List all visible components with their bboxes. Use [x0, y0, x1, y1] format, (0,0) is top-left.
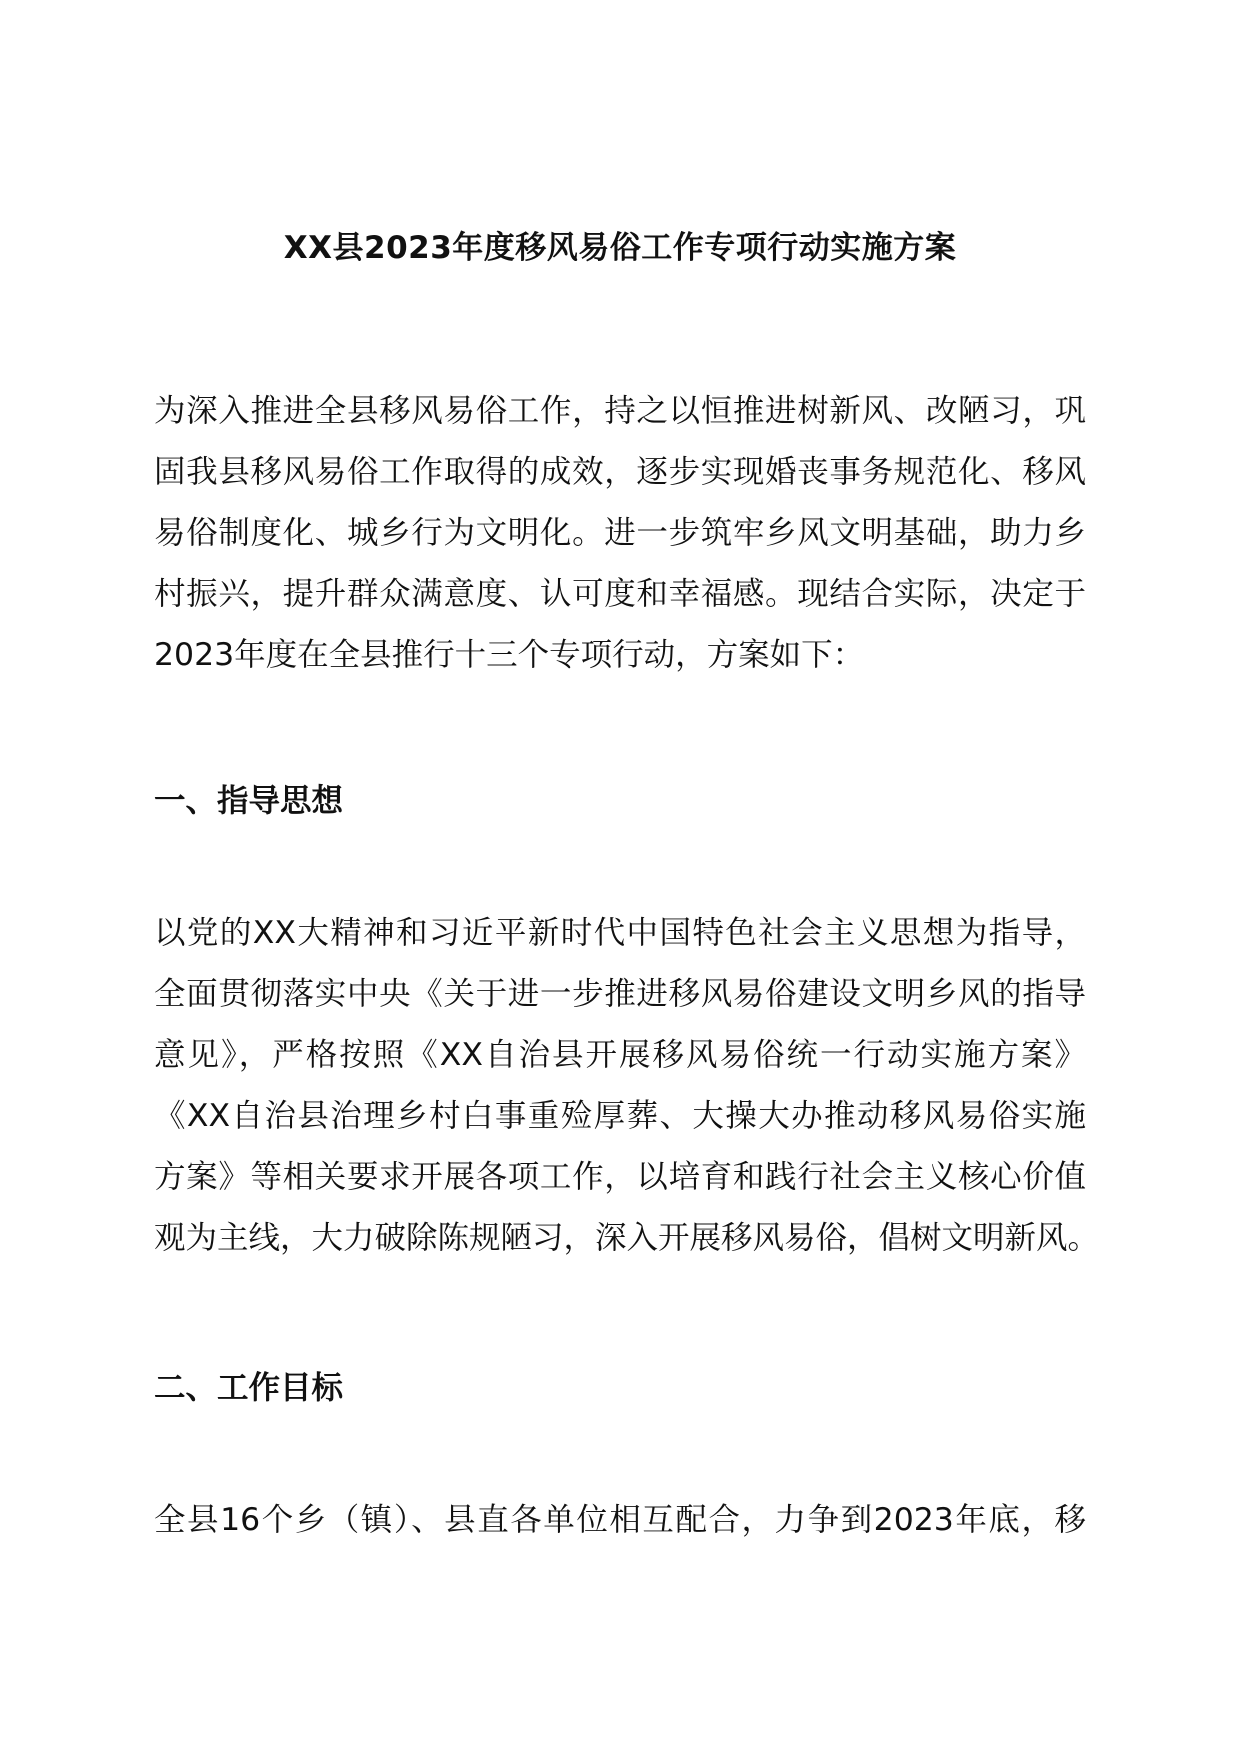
intro-line: 固我县移风易俗工作取得的成效，逐步实现婚丧事务规范化、移风 [154, 454, 1086, 490]
section1-paragraph [154, 903, 1100, 1269]
section1-line: 《XX自治县治理乡村白事重殓厚葬、大操大办推动移风易俗实施 [154, 1098, 1086, 1134]
section-heading-guiding-ideology: 一、指导思想 [154, 783, 344, 819]
section1-line: 方案》等相关要求开展各项工作，以培育和践行社会主义核心价值 [154, 1159, 1086, 1195]
section2-paragraph [154, 1490, 1086, 1551]
section1-line: 意见》，严格按照《XX自治县开展移风易俗统一行动实施方案》 [154, 1037, 1086, 1073]
section1-line: 全面贯彻落实中央《关于进一步推进移风易俗建设文明乡风的指导 [154, 976, 1086, 1012]
document-title: XX县2023年度移风易俗工作专项行动实施方案 [283, 230, 957, 266]
intro-line: 易俗制度化、城乡行为文明化。进一步筑牢乡风文明基础，助力乡 [154, 515, 1086, 551]
section2-line: 全县16个乡（镇）、县直各单位相互配合，力争到2023年底，移 [154, 1502, 1086, 1538]
intro-line: 村振兴，提升群众满意度、认可度和幸福感。现结合实际，决定于 [154, 576, 1086, 612]
section1-line: 观为主线，大力破除陈规陋习，深入开展移风易俗，倡树文明新风。 [154, 1220, 1100, 1256]
intro-paragraph [154, 381, 1086, 686]
intro-line: 2023年度在全县推行十三个专项行动，方案如下： [154, 637, 865, 673]
section-heading-work-goals: 二、工作目标 [154, 1370, 344, 1406]
section1-line: 以党的XX大精神和习近平新时代中国特色社会主义思想为指导， [154, 915, 1086, 951]
intro-line: 为深入推进全县移风易俗工作，持之以恒推进树新风、改陋习，巩 [154, 393, 1086, 429]
